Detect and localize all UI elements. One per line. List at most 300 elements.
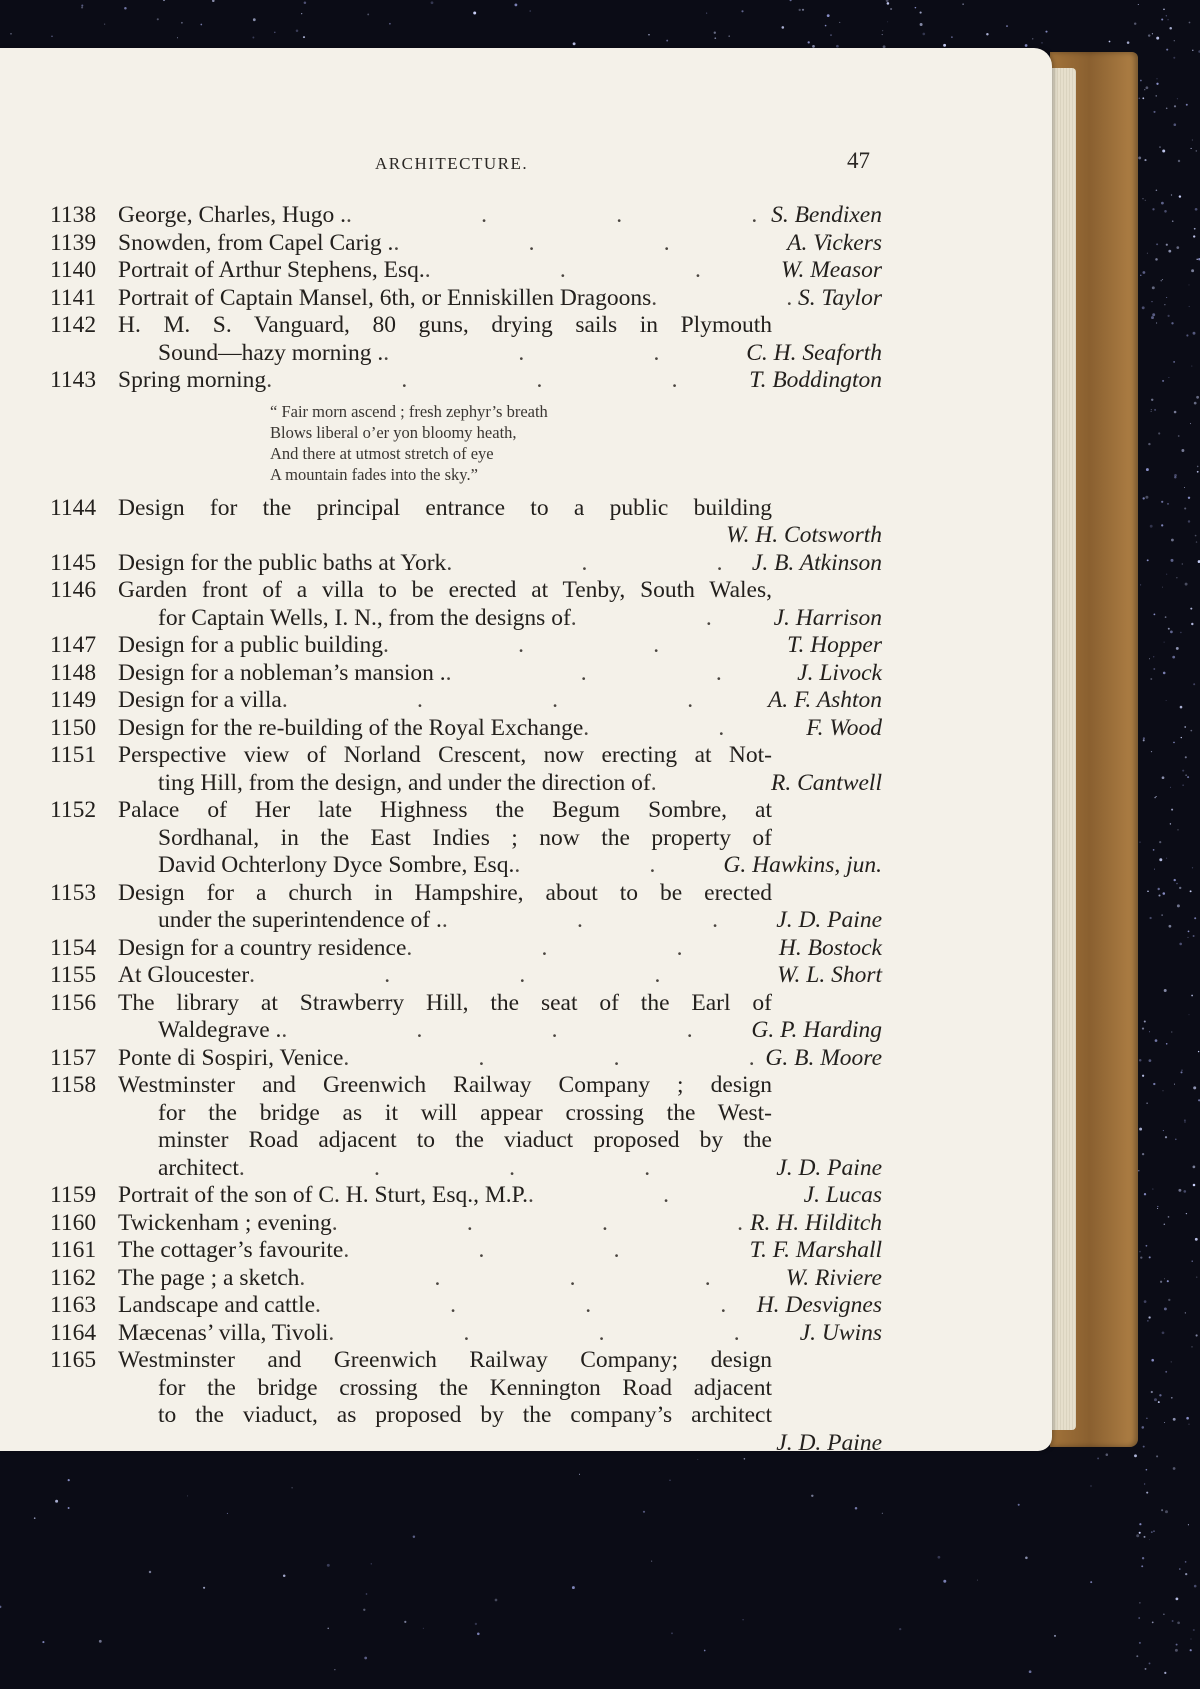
catalogue-entry (50, 230, 882, 258)
star-speck (1193, 935, 1195, 937)
leader-dots (332, 1210, 744, 1238)
catalogue-entry (50, 367, 882, 485)
star-speck (890, 8, 892, 10)
star-speck (1178, 1189, 1181, 1192)
star-speck (367, 13, 369, 15)
star-speck (296, 29, 299, 32)
catalogue-entries (50, 202, 882, 1451)
catalogue-entry (50, 660, 882, 688)
entry-title-line: Design for a country residence (118, 934, 407, 961)
star-speck (1138, 97, 1140, 99)
entry-line (50, 770, 882, 798)
star-speck (371, 1563, 372, 1564)
artist-name: J. Uwins (799, 1319, 882, 1346)
star-speck (1186, 1417, 1189, 1420)
star-speck (1162, 150, 1165, 153)
star-speck (1163, 672, 1166, 675)
star-speck (1151, 1359, 1154, 1362)
artist-name: A. Vickers (787, 229, 882, 256)
entry-title-line: Portrait of the son of C. H. Sturt, Esq., M.P. (118, 1182, 528, 1208)
star-speck (1147, 891, 1149, 893)
star-speck (1147, 1320, 1148, 1321)
star-speck (55, 1500, 58, 1503)
star-speck (808, 41, 810, 43)
entry-number: 1140 (50, 257, 97, 283)
artist-name: W. L. Short (777, 962, 882, 988)
star-speck (1090, 1581, 1092, 1583)
star-speck (1198, 1051, 1199, 1052)
star-speck (366, 1593, 368, 1595)
entry-title-line: Waldegrave . (158, 1017, 282, 1043)
artist-name: T. Hopper (787, 632, 882, 658)
catalogue-entry (50, 797, 882, 880)
star-speck (643, 1511, 645, 1513)
entry-title-line: Portrait of Arthur Stephens, Esq. (118, 257, 425, 283)
entry-number: 1155 (50, 962, 97, 988)
entry-line (50, 632, 882, 660)
star-speck (1192, 867, 1193, 868)
star-speck (1139, 1523, 1141, 1525)
entry-line (50, 367, 882, 395)
star-speck (1171, 1031, 1172, 1032)
star-speck (1177, 904, 1180, 907)
star-speck (1144, 159, 1146, 161)
entry-line (50, 1320, 882, 1348)
star-speck (1149, 1059, 1152, 1062)
star-speck (1175, 1649, 1178, 1652)
star-speck (1184, 1121, 1185, 1122)
star-speck (1149, 1662, 1151, 1664)
star-speck (81, 6, 83, 8)
star-speck (1154, 797, 1155, 798)
entry-line (50, 852, 882, 880)
star-speck (1197, 466, 1199, 468)
star-speck (1190, 1649, 1192, 1651)
star-speck (1167, 503, 1168, 504)
star-speck (1190, 730, 1192, 732)
star-speck (1193, 683, 1195, 685)
entry-line (50, 312, 882, 340)
star-speck (1188, 497, 1190, 499)
star-speck (887, 2, 890, 5)
catalogue-entry (50, 1072, 882, 1182)
star-speck (1145, 496, 1148, 499)
entry-line (50, 1100, 882, 1128)
star-speck (1178, 160, 1180, 162)
entry-line (50, 687, 882, 715)
star-speck (1151, 1531, 1153, 1533)
leader-dots (651, 285, 792, 313)
star-speck (1185, 756, 1187, 758)
star-speck (1196, 1277, 1197, 1278)
entry-line (50, 1265, 882, 1293)
star-speck (1159, 147, 1160, 148)
star-speck (1146, 86, 1149, 89)
star-speck (799, 9, 801, 11)
catalogue-entry (50, 687, 882, 715)
leader-dots (281, 1017, 745, 1045)
star-speck (573, 42, 576, 45)
artist-name: G. B. Moore (765, 1044, 882, 1071)
star-speck (1155, 1039, 1158, 1042)
entry-number: 1138 (50, 202, 97, 228)
star-speck (187, 1495, 188, 1496)
star-speck (1142, 1153, 1144, 1155)
star-speck (1149, 658, 1150, 659)
star-speck (1176, 246, 1179, 249)
star-speck (1174, 123, 1177, 126)
entry-title-line: Perspective view of Norland Crescent, now erecting at Not- (118, 742, 772, 768)
star-speck (1174, 411, 1177, 414)
star-speck (157, 18, 159, 20)
star-speck (1148, 1316, 1150, 1318)
leader-dots (571, 605, 768, 633)
star-speck (742, 1619, 743, 1620)
star-speck (1168, 1216, 1170, 1218)
star-speck (1164, 1307, 1167, 1310)
entry-title-line: for the bridge as it will appear crossing the West- (158, 1099, 772, 1126)
star-speck (1176, 1598, 1179, 1601)
star-speck (99, 1640, 102, 1643)
star-speck (1173, 57, 1175, 59)
star-speck (1138, 4, 1139, 5)
star-speck (1182, 785, 1183, 786)
star-speck (1151, 751, 1152, 752)
star-speck (364, 1657, 367, 1660)
entry-line (50, 1237, 882, 1265)
star-speck (475, 1623, 477, 1625)
entry-title-line: Spring morning (118, 367, 267, 393)
star-speck (1138, 156, 1141, 159)
star-speck (1175, 1139, 1177, 1141)
star-speck (1139, 1251, 1141, 1253)
star-speck (802, 9, 804, 11)
star-speck (1172, 656, 1175, 659)
star-speck (1172, 1620, 1174, 1622)
entry-line (50, 797, 882, 825)
star-speck (1184, 507, 1186, 509)
star-speck (741, 10, 743, 12)
entry-title-line: Mæcenas’ villa, Tivoli (118, 1319, 329, 1346)
star-speck (1142, 1426, 1145, 1429)
star-speck (163, 0, 165, 1)
star-speck (714, 32, 716, 34)
star-speck (1168, 628, 1170, 630)
entry-line (50, 340, 882, 368)
star-speck (1191, 269, 1194, 272)
artist-name: G. Hawkins, jun. (723, 852, 882, 878)
star-speck (1156, 78, 1157, 79)
star-speck (1160, 1281, 1162, 1283)
catalogue-entry (50, 742, 882, 797)
leader-dots (266, 367, 743, 395)
star-speck (34, 1517, 36, 1519)
star-speck (1144, 1193, 1146, 1195)
entry-number: 1163 (50, 1292, 97, 1318)
star-speck (1163, 1090, 1164, 1091)
catalogue-entry (50, 1237, 882, 1265)
leader-dots (446, 550, 746, 578)
star-speck (1146, 1492, 1148, 1494)
star-speck (1139, 841, 1140, 842)
star-speck (1161, 1509, 1163, 1511)
star-speck (1143, 737, 1145, 739)
entry-number: 1152 (50, 797, 97, 823)
entry-title-line: Palace of Her late Highness the Begum Sombre, at (118, 797, 772, 823)
star-speck (1151, 316, 1154, 319)
entry-title-line: Garden front of a villa to be erected at Tenby, South Wales, (118, 577, 772, 603)
star-speck (1158, 894, 1160, 896)
star-speck (579, 1474, 580, 1475)
star-speck (1147, 559, 1149, 561)
entry-line (50, 660, 882, 688)
star-speck (1140, 1256, 1142, 1258)
star-speck (839, 22, 840, 23)
artist-name: J. D. Paine (776, 1154, 882, 1181)
star-speck (1144, 1483, 1145, 1484)
star-speck (1167, 19, 1169, 21)
star-speck (301, 13, 302, 14)
star-speck (1140, 275, 1141, 276)
leader-dots (282, 687, 762, 715)
entry-number: 1159 (50, 1182, 97, 1208)
star-speck (1165, 1510, 1168, 1513)
star-speck (962, 3, 963, 4)
entry-line (50, 1155, 882, 1183)
entry-number: 1144 (50, 494, 97, 521)
artist-name: R. Cantwell (771, 769, 882, 796)
star-speck (1193, 332, 1196, 335)
entry-number: 1147 (50, 632, 97, 658)
star-speck (423, 1628, 424, 1629)
catalogue-entry (50, 715, 882, 743)
star-speck (1164, 1224, 1166, 1226)
leader-dots (343, 1045, 759, 1073)
star-speck (1029, 1670, 1032, 1673)
entry-number: 1158 (50, 1072, 97, 1098)
star-speck (1196, 1334, 1198, 1336)
star-speck (1192, 140, 1193, 141)
star-speck (1142, 1028, 1144, 1030)
star-speck (1159, 841, 1161, 843)
leader-dots (528, 1182, 798, 1210)
star-speck (1162, 776, 1165, 779)
artist-name: R. H. Hilditch (750, 1209, 882, 1236)
entry-title-line: Design for a public building (118, 632, 383, 658)
artist-name: W. Measor (781, 257, 882, 283)
entry-title-line: under the superintendence of . (158, 907, 442, 933)
star-speck (1152, 286, 1155, 289)
star-speck (303, 36, 305, 38)
star-speck (1018, 1504, 1020, 1506)
star-speck (855, 1507, 858, 1510)
verse-line: A mountain fades into the sky.” (270, 464, 478, 484)
star-speck (404, 1621, 406, 1623)
star-speck (1106, 1453, 1109, 1456)
star-speck (1140, 584, 1141, 585)
star-speck (1153, 668, 1155, 670)
star-speck (1166, 15, 1167, 16)
entry-title-line: ting Hill, from the design, and under the direction of (158, 769, 651, 796)
star-speck (1176, 577, 1177, 578)
star-speck (1191, 148, 1192, 149)
star-speck (1164, 210, 1167, 213)
star-speck (1170, 787, 1171, 788)
star-speck (1143, 739, 1145, 741)
star-speck (1189, 306, 1190, 307)
star-speck (1183, 1190, 1186, 1193)
entry-number: 1150 (50, 714, 97, 741)
star-speck (1151, 301, 1152, 302)
entry-title-line: Snowden, from Capel Carig . (118, 229, 394, 256)
star-speck (1144, 1020, 1146, 1022)
star-speck (413, 1536, 415, 1538)
star-speck (1179, 1568, 1181, 1570)
entry-line (50, 742, 882, 770)
leader-dots (406, 935, 772, 963)
star-speck (1146, 468, 1149, 471)
star-speck (1188, 937, 1189, 938)
entry-line (50, 1210, 882, 1238)
entry-title-line: Design for a church in Hampshire, about to be erected (118, 879, 772, 906)
star-speck (986, 33, 988, 35)
star-speck (1197, 471, 1199, 473)
star-speck (1157, 1208, 1158, 1209)
star-speck (1189, 1014, 1190, 1015)
leader-dots (425, 257, 775, 285)
entry-number: 1141 (50, 284, 97, 311)
artist-name: J. Harrison (773, 604, 882, 631)
entry-line (50, 522, 882, 550)
entry-number: 1149 (50, 687, 97, 713)
leader-dots (346, 202, 765, 230)
leader-dots (383, 340, 740, 368)
star-speck (1156, 1455, 1158, 1457)
star-speck (1149, 1031, 1150, 1032)
star-speck (920, 23, 923, 26)
star-speck (1156, 37, 1159, 40)
star-speck (1148, 443, 1150, 445)
entry-line (50, 605, 882, 633)
artist-name: W. H. Cotsworth (726, 522, 882, 548)
entry-number: 1142 (50, 312, 97, 338)
star-speck (1166, 49, 1168, 51)
star-speck (1164, 642, 1165, 643)
star-speck (1152, 1622, 1154, 1624)
star-speck (1054, 1635, 1056, 1637)
entry-line (50, 907, 882, 935)
star-speck (1181, 449, 1184, 452)
star-speck (1149, 1256, 1151, 1258)
star-speck (1173, 742, 1175, 744)
artist-name: T. Boddington (749, 367, 882, 393)
star-speck (212, 0, 215, 2)
star-speck (648, 34, 649, 35)
star-speck (1177, 1621, 1180, 1624)
artist-name: C. H. Seaforth (746, 339, 882, 366)
star-speck (1192, 50, 1193, 51)
star-speck (1152, 33, 1153, 34)
star-speck (1164, 1278, 1165, 1279)
catalogue-entry (50, 1210, 882, 1238)
star-speck (671, 1632, 673, 1634)
catalogue-entry (50, 202, 882, 230)
catalogue-entry (50, 935, 882, 963)
entry-title-line: Design for a villa (118, 687, 282, 713)
entry-number: 1151 (50, 742, 97, 768)
star-speck (1150, 678, 1152, 680)
catalogue-entry (50, 962, 882, 990)
star-speck (1179, 943, 1182, 946)
star-speck (782, 26, 785, 29)
star-speck (1136, 1655, 1138, 1657)
catalogue-entry (50, 257, 882, 285)
star-speck (1170, 823, 1171, 824)
star-speck (1188, 1424, 1189, 1425)
entry-number: 1161 (50, 1237, 97, 1263)
star-speck (1025, 44, 1028, 47)
star-speck (1154, 869, 1155, 870)
star-speck (529, 10, 531, 12)
star-speck (389, 23, 391, 25)
entry-title-line: Westminster and Greenwich Railway Company; design (118, 1347, 772, 1373)
star-speck (651, 1561, 652, 1562)
entry-title-line: H. M. S. Vanguard, 80 guns, drying sails in Plymouth (118, 312, 772, 338)
star-speck (1163, 1614, 1164, 1615)
artist-name: S. Taylor (797, 284, 882, 311)
star-speck (938, 1556, 941, 1559)
catalogue-entry (50, 312, 882, 367)
entry-title-line: to the viaduct, as proposed by the company’s architect (158, 1402, 772, 1428)
star-speck (1151, 411, 1152, 412)
entry-line (50, 1292, 882, 1320)
catalogue-entry (50, 577, 882, 632)
entry-number: 1160 (50, 1209, 97, 1236)
entry-title-line: The page ; a sketch (118, 1264, 300, 1291)
star-speck (1142, 97, 1144, 99)
star-speck (1153, 1083, 1155, 1085)
star-speck (1156, 95, 1157, 96)
star-speck (1134, 1454, 1137, 1457)
star-speck (1168, 250, 1171, 253)
star-speck (1156, 190, 1158, 192)
entry-number: 1165 (50, 1347, 97, 1373)
star-speck (1185, 1573, 1187, 1575)
star-speck (1151, 1391, 1153, 1393)
star-speck (1153, 111, 1155, 113)
star-speck (1162, 380, 1164, 382)
star-speck (1192, 1261, 1193, 1262)
star-speck (922, 33, 925, 36)
star-speck (1168, 1299, 1170, 1301)
star-speck (1166, 858, 1167, 859)
star-speck (1156, 796, 1157, 797)
artist-name: H. Bostock (778, 934, 882, 961)
star-speck (1151, 399, 1153, 401)
star-speck (1139, 1602, 1140, 1603)
star-speck (1193, 1166, 1196, 1169)
star-speck (1173, 1418, 1176, 1421)
star-speck (1182, 564, 1183, 565)
leader-dots (442, 907, 770, 935)
star-speck (1165, 616, 1167, 618)
star-speck (253, 18, 256, 21)
entry-title-line: Design for a nobleman’s mansion . (118, 659, 446, 686)
catalogue-entry (50, 990, 882, 1045)
star-speck (104, 24, 105, 25)
leader-dots (239, 1155, 770, 1183)
star-speck (149, 1571, 151, 1573)
